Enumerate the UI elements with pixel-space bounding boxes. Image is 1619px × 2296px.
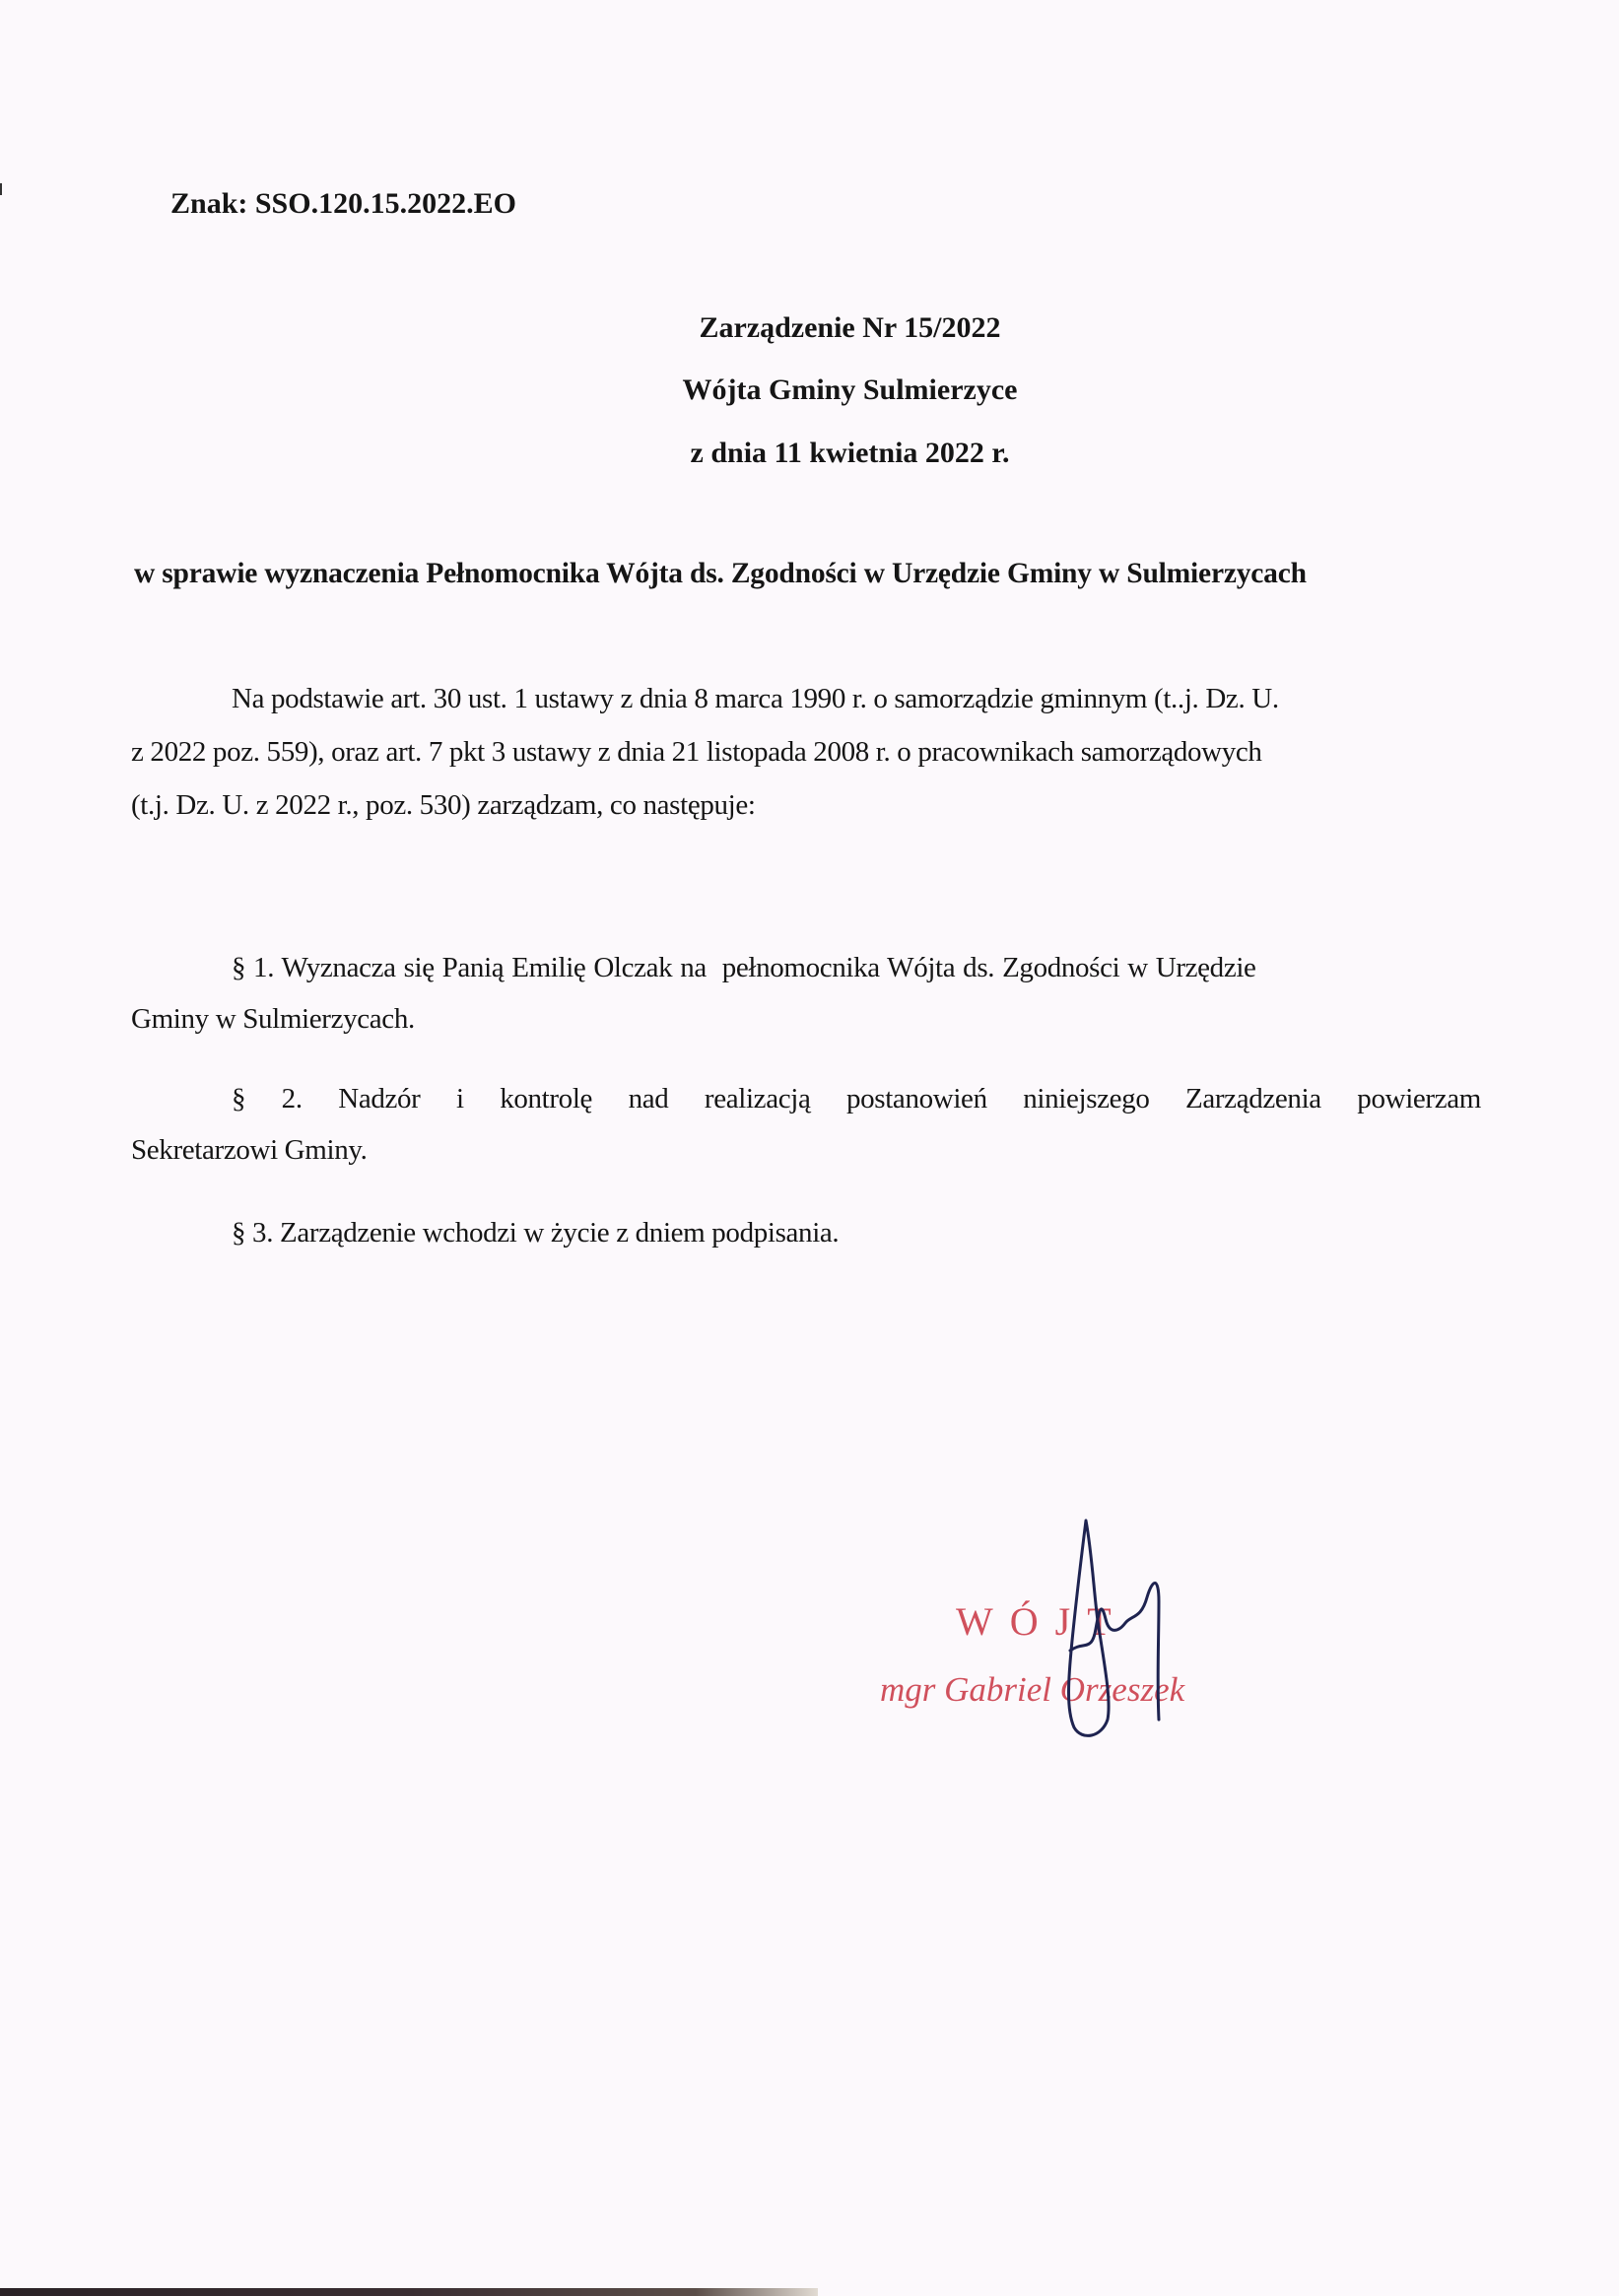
- section-1-line: § 1. Wyznacza się Panią Emilię Olczak na pełnomocnika Wójta ds. Zgodności w Urzędzie: [232, 952, 1256, 983]
- document-reference: Znak: SSO.120.15.2022.EO: [170, 187, 516, 220]
- stamp-title: WÓJT: [956, 1599, 1128, 1644]
- section-2-line: Sekretarzowi Gminy.: [131, 1134, 368, 1166]
- document-date: z dnia 11 kwietnia 2022 r.: [690, 437, 1010, 469]
- preamble-line: z 2022 poz. 559), oraz art. 7 pkt 3 ustawy z dnia 21 listopada 2008 r. o pracownikach samorządowych: [131, 736, 1262, 768]
- scan-edge-shadow: [0, 2288, 818, 2296]
- section-2-line: § 2. Nadzór i kontrolę nad realizacją postanowień niniejszego Zarządzenia powierzam: [232, 1083, 1481, 1114]
- signature-stroke: [1070, 1583, 1159, 1720]
- preamble-line: (t.j. Dz. U. z 2022 r., poz. 530) zarządzam, co następuje:: [131, 789, 756, 821]
- handwritten-signature: [1025, 1513, 1202, 1749]
- section-1-line: Gminy w Sulmierzycach.: [131, 1003, 415, 1035]
- scan-edge-mark: [0, 183, 2, 195]
- document-issuer: Wójta Gminy Sulmierzyce: [682, 373, 1018, 406]
- stamp-name: mgr Gabriel Orzeszek: [880, 1670, 1185, 1709]
- signature-stroke: [1069, 1520, 1110, 1735]
- document-subject: w sprawie wyznaczenia Pełnomocnika Wójta ds. Zgodności w Urzędzie Gminy w Sulmierzycach: [134, 558, 1307, 589]
- preamble-line: Na podstawie art. 30 ust. 1 ustawy z dnia 8 marca 1990 r. o samorządzie gminnym (t..j. Dz. U.: [232, 683, 1279, 714]
- section-3-line: § 3. Zarządzenie wchodzi w życie z dniem podpisania.: [232, 1217, 840, 1249]
- document-title: Zarządzenie Nr 15/2022: [699, 311, 1001, 344]
